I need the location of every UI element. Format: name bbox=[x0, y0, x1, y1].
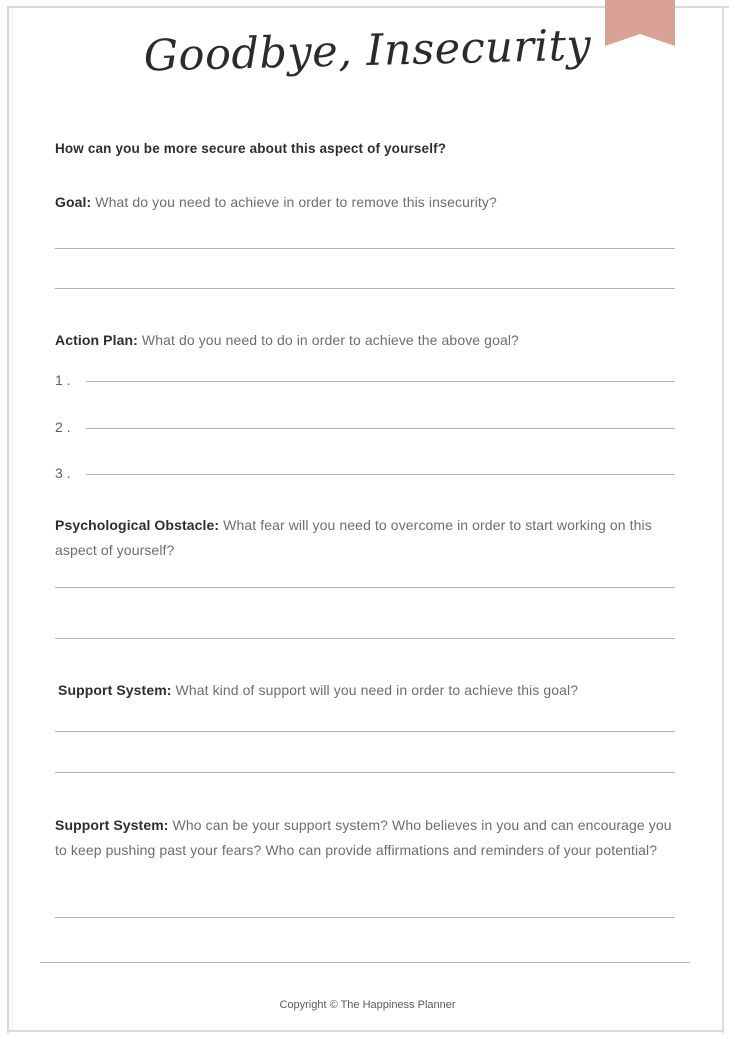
support-system-needed-answer-line-2[interactable] bbox=[55, 772, 675, 773]
psychological-obstacle-answer-line-2[interactable] bbox=[55, 638, 675, 639]
action-plan-prompt bbox=[55, 328, 675, 353]
copyright-footer: Copyright © The Happiness Planner bbox=[279, 999, 456, 1011]
support-system-needed-label: Support System: bbox=[58, 682, 172, 698]
goal-label: Goal: bbox=[55, 194, 92, 210]
page-edge-right bbox=[722, 6, 724, 1033]
action-plan-item-1-number: 1 . bbox=[55, 372, 71, 388]
psychological-obstacle-label: Psychological Obstacle: bbox=[55, 517, 220, 533]
action-plan-item-1-line[interactable] bbox=[86, 381, 675, 382]
support-system-who-prompt bbox=[55, 813, 677, 863]
page-title: Goodbye, Insecurity bbox=[143, 20, 592, 82]
action-plan-item-3-line[interactable] bbox=[86, 474, 675, 475]
support-system-who-label: Support System: bbox=[55, 817, 169, 833]
page-edge-left bbox=[7, 6, 9, 1033]
support-system-needed-prompt-text: What kind of support will you need in order to achieve this goal? bbox=[175, 682, 579, 698]
psychological-obstacle-prompt-text: What fear will you need to overcome in order to start working on this aspect of yourself? bbox=[55, 517, 652, 558]
goal-prompt bbox=[55, 190, 675, 215]
page-number: 2 bbox=[30, 8, 40, 25]
action-plan-label: Action Plan: bbox=[55, 332, 138, 348]
support-system-who-answer-line-2[interactable] bbox=[40, 962, 690, 963]
support-system-who-answer-line-1[interactable] bbox=[55, 917, 675, 918]
psychological-obstacle-prompt bbox=[55, 513, 675, 563]
page-edge-bottom bbox=[7, 1030, 724, 1032]
goal-prompt-text: What do you need to achieve in order to remove this insecurity? bbox=[95, 194, 497, 210]
psychological-obstacle-answer-line-1[interactable] bbox=[55, 587, 675, 588]
section-heading: How can you be more secure about this aspect of yourself? bbox=[55, 141, 447, 156]
action-plan-item-2-line[interactable] bbox=[86, 428, 675, 429]
action-plan-prompt-text: What do you need to do in order to achieve the above goal? bbox=[141, 332, 519, 348]
support-system-who-prompt-text: Who can be your support system? Who believes in you and can encourage you to keep pushing past your fears? Who can provide affirmations and reminders of your potential? bbox=[55, 817, 672, 858]
support-system-needed-prompt bbox=[58, 678, 678, 703]
action-plan-item-3-number: 3 . bbox=[55, 465, 71, 481]
support-system-needed-answer-line-1[interactable] bbox=[55, 731, 675, 732]
action-plan-item-2-number: 2 . bbox=[55, 419, 71, 435]
goal-answer-line-1[interactable] bbox=[55, 248, 675, 249]
goal-answer-line-2[interactable] bbox=[55, 288, 675, 289]
